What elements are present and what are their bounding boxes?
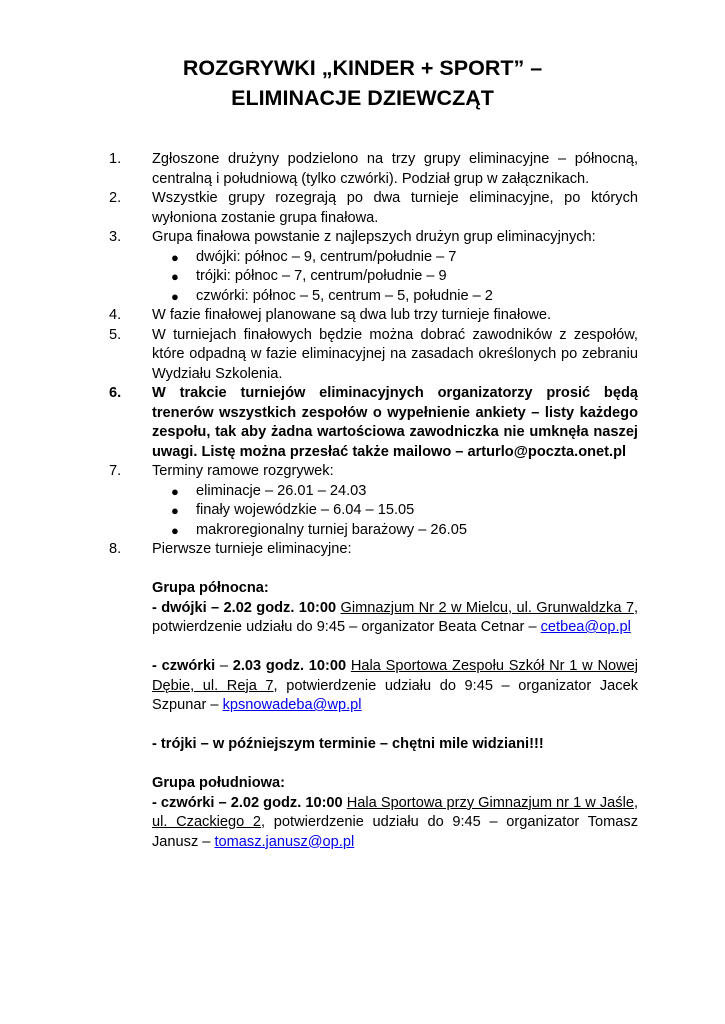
item-number: 1.: [109, 151, 122, 167]
numbered-list: [0, 150, 725, 852]
item-text: W turniejach finałowych będzie można dobrać zawodników z zespołów, które odpadną w fazie eliminacyjnej na zasadach określonych po zebraniu Wydziału Szkolenia.: [152, 326, 638, 382]
list-item: [0, 384, 638, 462]
email-link[interactable]: tomasz.janusz@op.pl: [214, 833, 355, 850]
item-number: 5.: [109, 326, 122, 343]
title-line-1: ROZGRYWKI „KINDER + SPORT” –: [182, 56, 543, 80]
item-number: 6.: [109, 385, 122, 401]
list-item: [0, 150, 638, 189]
group-north-heading: Grupa północna:: [152, 580, 269, 596]
bullet-icon: ●: [171, 503, 179, 518]
venue: Hala Sportowa Zespołu Szkół Nr 1 w Nowej Dębie, ul. Reja 7: [152, 658, 638, 694]
list-item: [0, 462, 638, 540]
list-item: [0, 306, 638, 326]
item-text: W fazie finałowej planowane są dwa lub trzy turnieje finałowe.: [152, 307, 552, 323]
item-text: Zgłoszone drużyny podzielono na trzy grupy eliminacyjne – północną, centralną i południową (tylko czwórki). Podział grup w załącznikach.: [152, 151, 638, 187]
bullet-icon: ●: [171, 288, 179, 304]
page-title: [0, 53, 725, 113]
item-text: Pierwsze turnieje eliminacyjne:: [152, 541, 352, 557]
north-pairs-entry: - dwójki – 2.02 godz. 10:00 Gimnazjum Nr 2 w Mielcu, ul. Grunwaldzka 7, potwierdzenie udziału do 9:45 – organizator Beata Cetnar – cetbea@op.pl: [152, 599, 638, 635]
bullet-item: ● eliminacje – 26.01 – 24.03: [152, 482, 638, 502]
bullet-icon: ●: [171, 269, 179, 284]
venue: Gimnazjum Nr 2 w Mielcu, ul. Grunwaldzka 7: [340, 599, 634, 616]
bullet-icon: ●: [171, 522, 179, 538]
bullet-icon: ●: [171, 483, 179, 499]
bullet-item: ● makroregionalny turniej barażowy – 26.05: [152, 521, 638, 541]
email-link[interactable]: cetbea@op.pl: [540, 619, 631, 635]
item-number: 3.: [109, 229, 122, 245]
bullet-item: ● trójki: północ – 7, centrum/południe – 9: [152, 267, 638, 287]
group-south-heading: Grupa południowa:: [152, 775, 285, 791]
item-number: 8.: [109, 541, 122, 557]
item-text: Grupa finałowa powstanie z najlepszych drużyn grup eliminacyjnych:: [152, 229, 596, 245]
list-item: [0, 540, 638, 852]
list-item: [0, 189, 638, 228]
bullet-item: ● dwójki: północ – 9, centrum/południe – 7: [152, 248, 638, 268]
south-fours-entry: - czwórki – 2.02 godz. 10:00 Hala Sportowa przy Gimnazjum nr 1 w Jaśle, ul. Czackiego 2, potwierdzenie udziału do 9:45 – organizator Tomasz Janusz – tomasz.janusz@op.pl: [152, 794, 639, 850]
item-number: 2.: [109, 190, 122, 206]
item-text: Terminy ramowe rozgrywek:: [152, 463, 334, 479]
item-text: W trakcie turniejów eliminacyjnych organizatorzy prosić będą trenerów wszystkich zespołów o wypełnienie ankiety – listy każdego zespołu, tak aby żadna wartościowa zawodniczka nie umknęła naszej uwagi. Listę można przesłać także mailowo – arturlo@poczta.onet.pl: [152, 385, 638, 460]
email-link[interactable]: kpsnowadeba@wp.pl: [222, 697, 362, 713]
list-item: [0, 326, 638, 385]
item-number: 4.: [109, 307, 122, 323]
title-line-2: ELIMINACJE DZIEWCZĄT: [231, 86, 494, 110]
list-item: [0, 228, 638, 306]
venue: Hala Sportowa przy Gimnazjum nr 1 w Jaśle, ul. Czackiego 2: [152, 794, 639, 830]
north-fours-entry: - czwórki – 2.03 godz. 10:00 Hala Sportowa Zespołu Szkół Nr 1 w Nowej Dębie, ul. Reja 7, potwierdzenie udziału do 9:45 – organizator Jacek Szpunar – kpsnowadeba@wp.pl: [152, 658, 638, 713]
bullet-item: ● czwórki: północ – 5, centrum – 5, południe – 2: [152, 287, 638, 307]
item-text: Wszystkie grupy rozegrają po dwa turnieje eliminacyjne, po których wyłoniona zostanie grupa finałowa.: [152, 190, 638, 226]
bullet-icon: ●: [171, 249, 179, 265]
item-number: 7.: [109, 463, 122, 479]
bullet-item: ● finały wojewódzkie – 6.04 – 15.05: [152, 501, 638, 521]
north-triples-entry: - trójki – w późniejszym terminie – chętni mile widziani!!!: [152, 736, 544, 752]
